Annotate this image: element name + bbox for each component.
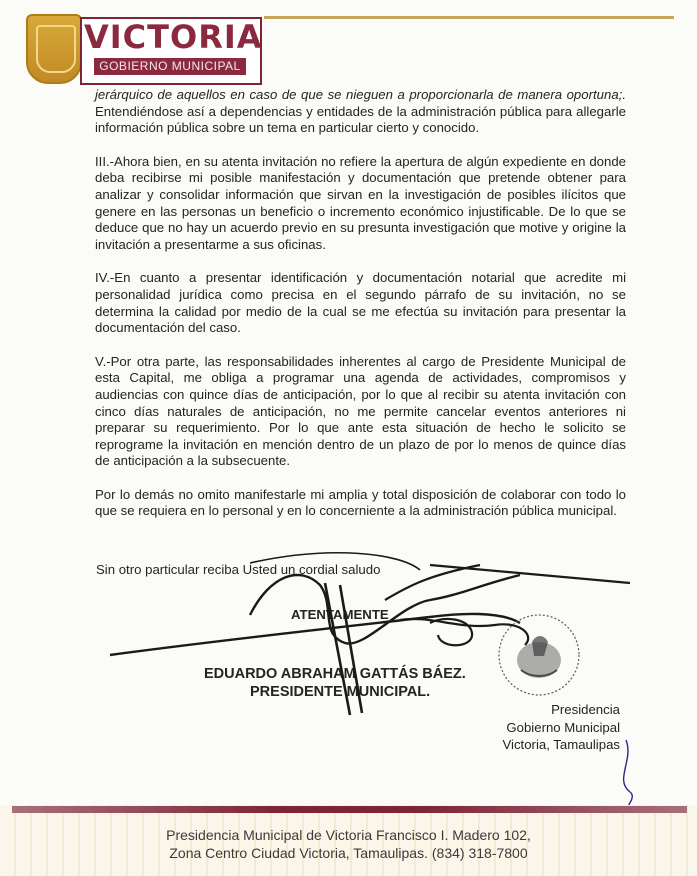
footer-line-1: Presidencia Municipal de Victoria Francisco I. Madero 102, [166,827,531,843]
brand-subtitle: GOBIERNO MUNICIPAL [94,58,246,75]
italic-fragment: jerárquico de aquellos en caso de que se nieguen a proporcionarla de manera oportuna;. [95,87,626,102]
footer-line-2: Zona Centro Ciudad Victoria, Tamaulipas. (834) 318-7800 [169,845,528,861]
paragraph-iv: IV.-En cuanto a presentar identificación y documentación notarial que acredite mi personalidad jurídica como precisa en el segundo párrafo de su invitación, no se determina la calidad por medio de la cual se me efectúa su invitación para presentar la documentación del caso. [95,270,626,336]
stamp-line-3: Victoria, Tamaulipas [502,737,620,752]
paragraph-iii: III.-Ahora bien, en su atenta invitación no refiere la apertura de algún expediente en donde deba recibirse mi posible manifestación y documentación que pretende obtener para analizar y consolidar información que sirvan en la investigación de posibles ilícitos que genere en las personas un beneficio o incremento económico injustificable. De lo que se deduce que no hay un acuerdo previo en su presunta investigación que motive y origine la invitación a presentarme a sus oficinas. [95,153,626,252]
signer-name: EDUARDO ABRAHAM GATTÁS BÁEZ. [204,666,466,682]
salutation: Sin otro particular reciba Usted un cordial saludo [96,562,381,577]
footer-address [60,826,637,862]
signer-title: PRESIDENTE MUNICIPAL. [250,684,431,700]
paragraph-closing: Por lo demás no omito manifestarle mi amplia y total disposición de colaborar con todo lo que se requiera en lo personal y en lo concerniente a la administración pública municipal. [95,486,626,519]
footer-divider [12,806,687,813]
letter-body [95,87,626,520]
victoria-logo [80,17,262,85]
paragraph-continuation [95,87,626,137]
stamp-line-1: Presidencia [551,702,620,717]
paragraph-text: Entendiéndose así a dependencias y entidades de la administración pública para allegarle información pública sobre un tema en particular cierto y conocido. [95,103,626,136]
national-seal-icon [496,612,582,698]
municipal-crest-logo [26,14,82,84]
header-divider [264,16,674,19]
paragraph-v: V.-Por otra parte, las responsabilidades inherentes al cargo de Presidente Municipal de esta Capital, me obliga a programar una agenda de actividades, compromisos y audiencias con quince días de anticipación, por lo que al recibir su atenta invitación con cinco días naturales de anticipación, no me permite cancelar eventos anteriores ni preparar su requerimiento. Por lo que ante esta situación de hecho le solicito se reprograme la invitación en mención dentro de un plazo de por lo menos de quince días de anticipación a la subsecuente. [95,353,626,469]
brand-title: VICTORIA [84,18,263,56]
atentamente-label: ATENTAMENTE [291,607,389,622]
stamp-line-2: Gobierno Municipal [506,719,620,735]
official-stamp [470,701,620,754]
